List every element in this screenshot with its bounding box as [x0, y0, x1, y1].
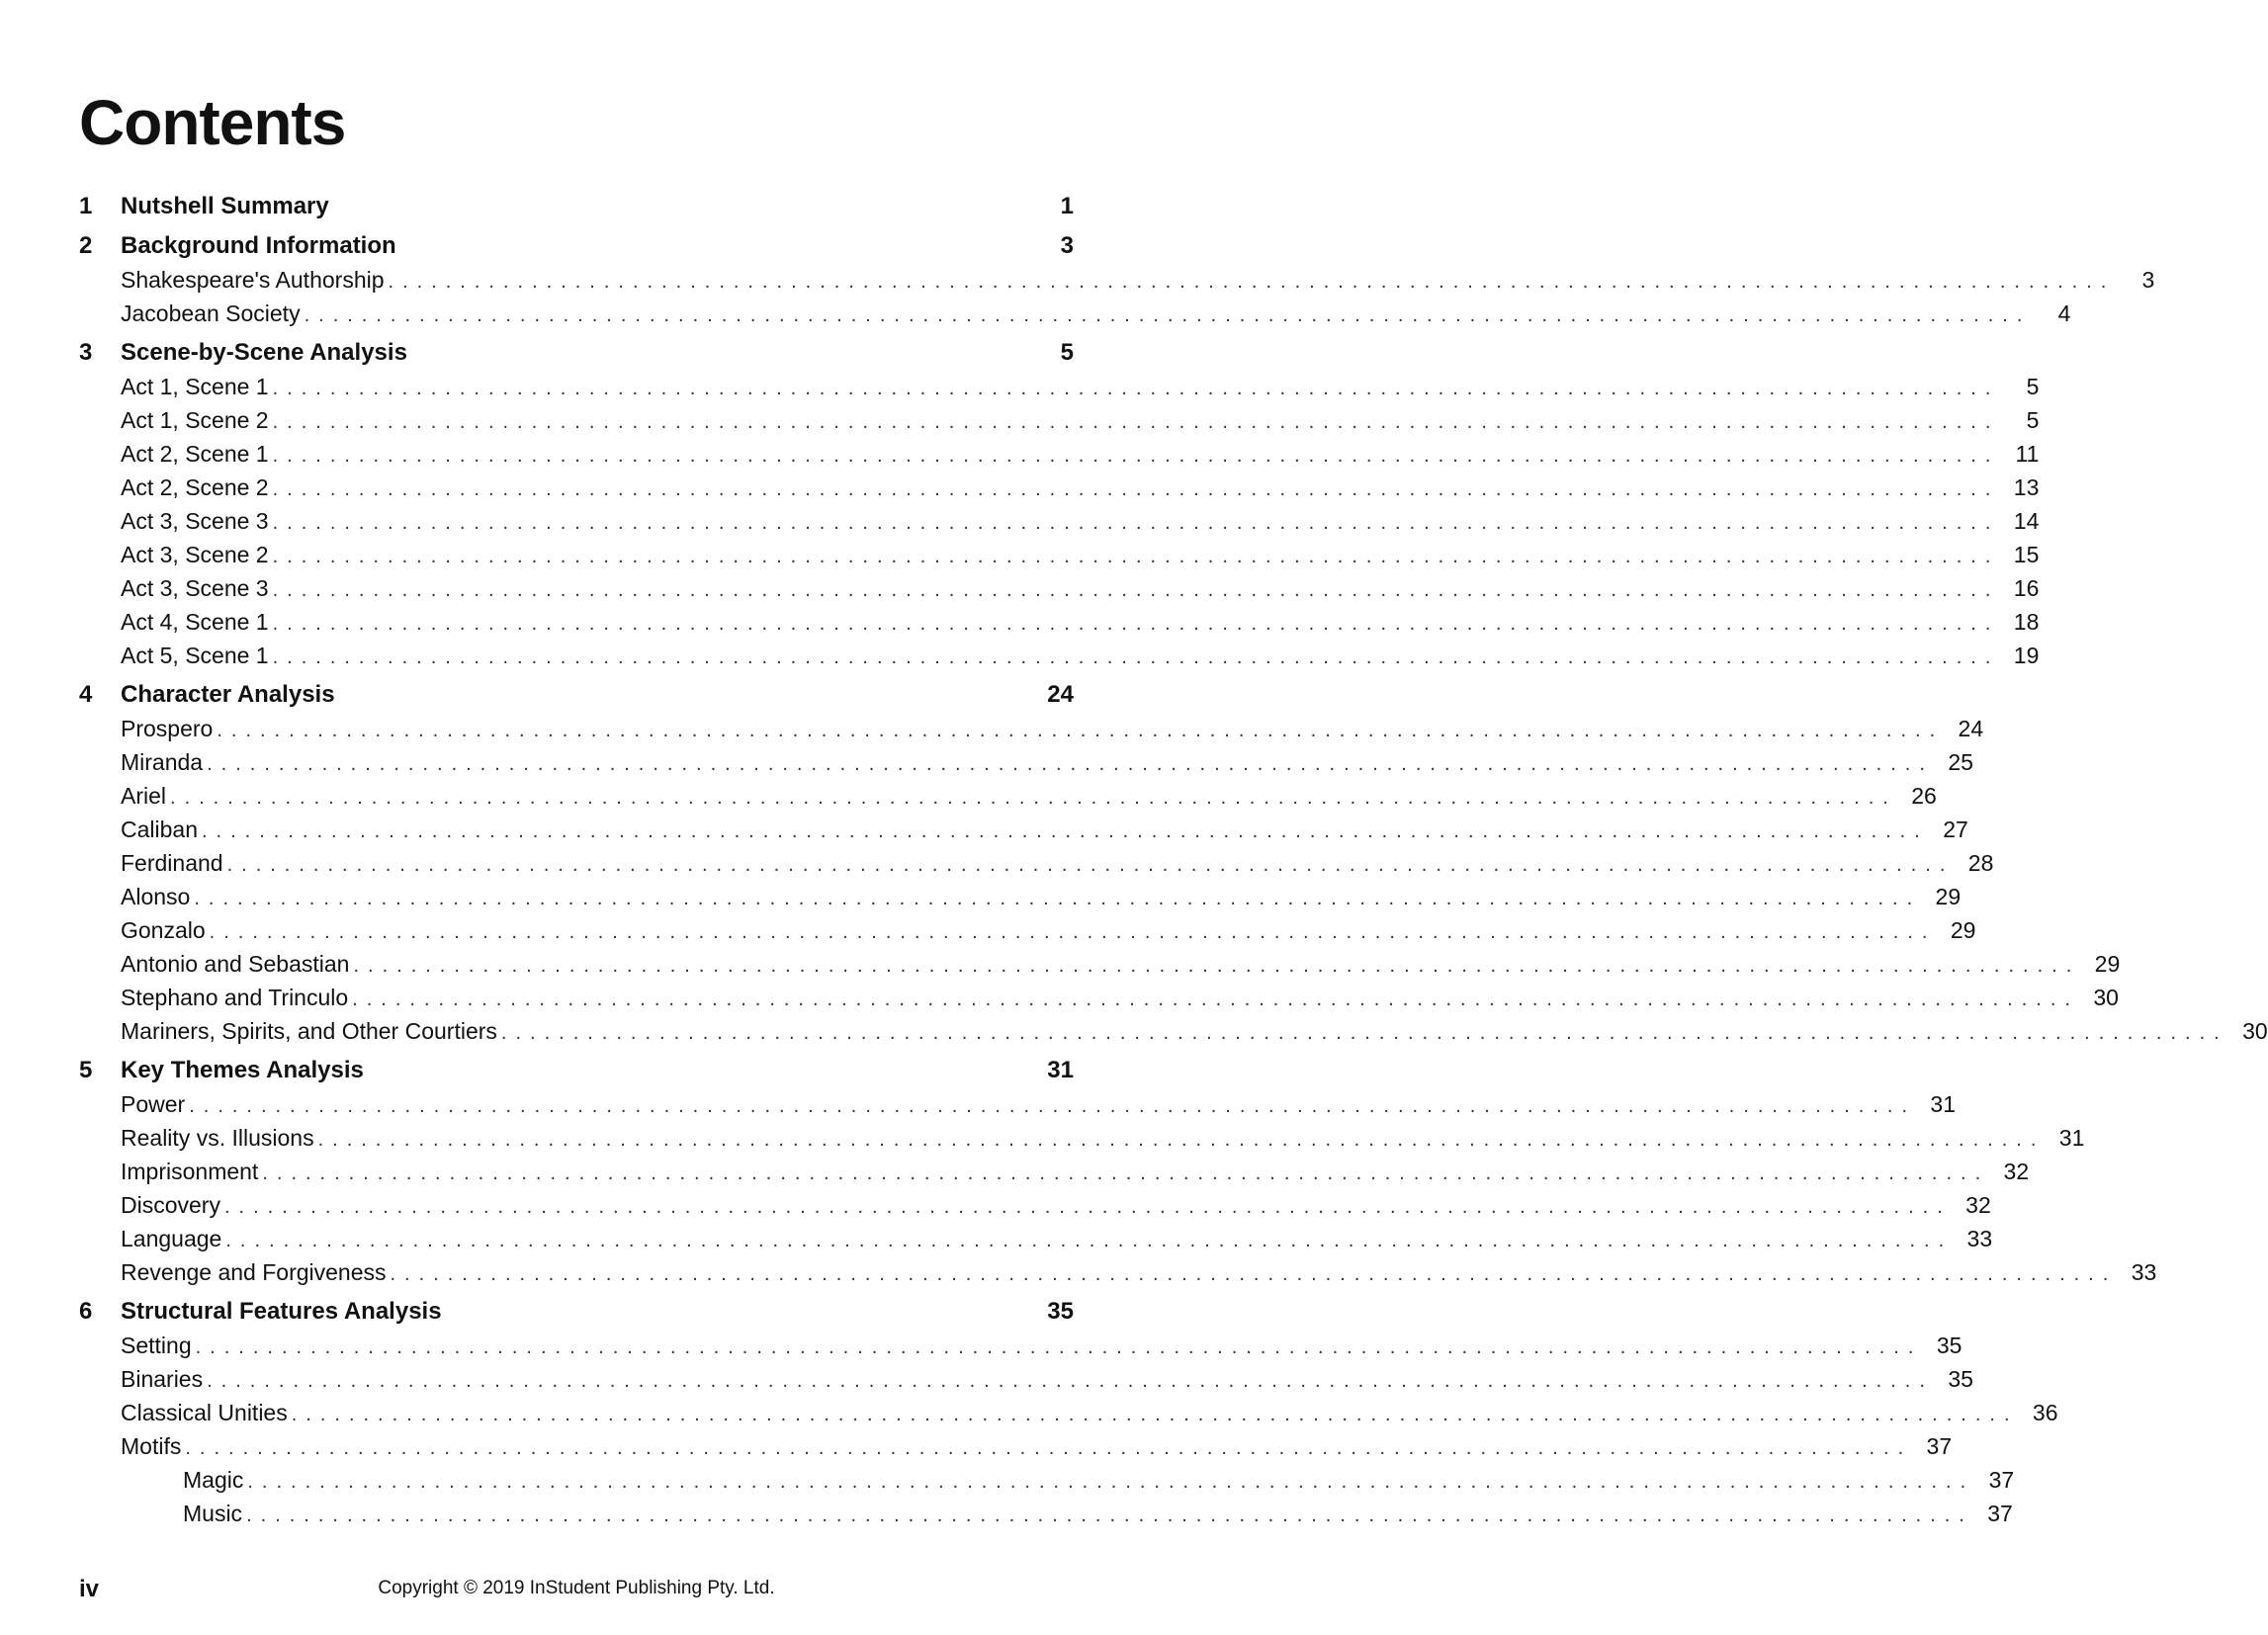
toc-entry[interactable]: [79, 1255, 2157, 1289]
toc-entry-title: Alonso: [121, 884, 191, 909]
toc-entry-title: Act 1, Scene 2: [121, 407, 269, 433]
toc-entry[interactable]: [79, 1429, 1953, 1463]
dot-leader: ........................................................................................................................: [272, 512, 2000, 534]
dot-leader: ........................................................................................................................: [272, 546, 2000, 567]
toc-section-title: Character Analysis: [121, 681, 335, 708]
toc-entry[interactable]: [79, 1121, 2085, 1155]
toc-section-number: 5: [79, 1057, 93, 1083]
toc-entry-page: 18: [2013, 609, 2040, 635]
dot-leader: ........................................................................................................................: [272, 478, 2000, 500]
toc-entry-title: Classical Unities: [121, 1400, 288, 1425]
dot-leader: ........................................................................................................................: [272, 646, 2000, 668]
dot-leader: ........................................................................................................................: [195, 1336, 1923, 1358]
toc-entry-title: Act 2, Scene 2: [121, 474, 269, 500]
toc-section-number: 3: [79, 339, 93, 366]
toc-entry[interactable]: [79, 1188, 1991, 1222]
toc-entry-title: Prospero: [121, 716, 214, 741]
toc-entry-title: Reality vs. Illusions: [121, 1125, 314, 1151]
table-of-contents: [79, 190, 2268, 1530]
dot-leader: ........................................................................................................................: [170, 787, 1897, 809]
toc-entry[interactable]: [79, 712, 1984, 745]
toc-section-number: 1: [79, 193, 93, 219]
toc-entry-title: Shakespeare's Authorship: [121, 267, 385, 293]
toc-entry-title: Motifs: [121, 1433, 182, 1459]
toc-entry[interactable]: [79, 471, 2040, 504]
toc-entry[interactable]: [79, 1014, 2268, 1048]
toc-entry[interactable]: [79, 1463, 2015, 1497]
toc-entry-title: Power: [121, 1091, 186, 1117]
toc-entry-page: 35: [1948, 1366, 1973, 1392]
toc-entry[interactable]: [79, 538, 2040, 571]
toc-entry[interactable]: [79, 571, 2040, 605]
toc-entry-page: 31: [2058, 1125, 2085, 1151]
toc-entry-page: 28: [1967, 850, 1994, 876]
toc-entry[interactable]: [79, 403, 2040, 437]
toc-entry[interactable]: [79, 1155, 2030, 1188]
toc-section-heading[interactable]: [79, 190, 1074, 223]
toc-entry-title: Magic: [183, 1467, 244, 1493]
dot-leader: ........................................................................................................................: [272, 579, 2000, 601]
toc-entry-title: Act 4, Scene 1: [121, 609, 269, 635]
toc-entry-title: Act 3, Scene 3: [121, 575, 269, 601]
toc-entry-title: Act 3, Scene 3: [121, 508, 269, 534]
toc-entry[interactable]: [79, 437, 2040, 471]
toc-entry-page: 29: [1935, 884, 1962, 909]
toc-entry-title: Gonzalo: [121, 917, 206, 943]
dot-leader: ........................................................................................................................: [246, 1505, 1973, 1526]
dot-leader: ........................................................................................................................: [352, 989, 2079, 1010]
toc-entry-page: 4: [2057, 301, 2071, 326]
toc-section-page: 3: [1060, 232, 1074, 259]
toc-entry[interactable]: [79, 1396, 2058, 1429]
toc-entry-title: Discovery: [121, 1192, 220, 1218]
toc-entry-page: 11: [2015, 441, 2040, 467]
toc-entry-page: 24: [1958, 716, 1984, 741]
toc-entry-page: 13: [2013, 474, 2040, 500]
toc-entry-title: Caliban: [121, 817, 198, 842]
dot-leader: ........................................................................................................................: [272, 411, 2000, 433]
toc-entry-title: Language: [121, 1226, 222, 1251]
dot-leader: ........................................................................................................................: [223, 1196, 1952, 1218]
toc-entry[interactable]: [79, 1362, 1973, 1396]
toc-entry[interactable]: [79, 370, 2040, 403]
dot-leader: ........................................................................................................................: [388, 271, 2116, 293]
dot-leader: ........................................................................................................................: [185, 1437, 1913, 1459]
toc-entry[interactable]: [79, 846, 1994, 880]
toc-entry[interactable]: [79, 263, 2155, 297]
toc-entry-title: Ariel: [121, 783, 167, 809]
toc-entry-title: Act 5, Scene 1: [121, 643, 269, 668]
toc-entry[interactable]: [79, 297, 2071, 330]
toc-section-page: 35: [1047, 1298, 1074, 1325]
toc-entry-page: 30: [2242, 1018, 2268, 1044]
toc-entry-page: 29: [2094, 951, 2121, 977]
toc-section-title: Structural Features Analysis: [121, 1298, 442, 1325]
dot-leader: ........................................................................................................................: [390, 1263, 2118, 1285]
toc-entry-page: 3: [2141, 267, 2155, 293]
dot-leader: ........................................................................................................................: [262, 1162, 1990, 1184]
toc-section-title: Background Information: [121, 232, 396, 259]
toc-entry-page: 35: [1936, 1333, 1963, 1358]
toc-section-number: 6: [79, 1298, 93, 1325]
toc-entry-title: Miranda: [121, 749, 204, 775]
footer-page-number: iv: [79, 1576, 100, 1602]
toc-entry[interactable]: [79, 745, 1973, 779]
toc-entry-page: 36: [2032, 1400, 2058, 1425]
toc-entry-page: 33: [1966, 1226, 1993, 1251]
toc-entry[interactable]: [79, 1329, 1963, 1362]
dot-leader: ........................................................................................................................: [207, 753, 1934, 775]
toc-entry[interactable]: [79, 880, 1962, 913]
dot-leader: ........................................................................................................................: [202, 820, 1929, 842]
dot-leader: ........................................................................................................................: [317, 1129, 2046, 1151]
toc-entry-page: 16: [2013, 575, 2040, 601]
toc-entry-page: 19: [2013, 643, 2040, 668]
dot-leader: ........................................................................................................................: [226, 854, 1955, 876]
dot-leader: ........................................................................................................................: [207, 1370, 1934, 1392]
toc-section-number: 4: [79, 681, 93, 708]
toc-entry-title: Imprisonment: [121, 1159, 259, 1184]
toc-entry[interactable]: [79, 1087, 1956, 1121]
toc-entry-page: 37: [1926, 1433, 1953, 1459]
toc-entry-page: 33: [2131, 1259, 2157, 1285]
toc-entry-page: 26: [1911, 783, 1937, 809]
toc-section-heading[interactable]: [79, 1054, 1074, 1087]
dot-leader: ........................................................................................................................: [272, 445, 2000, 467]
toc-entry-page: 30: [2093, 985, 2119, 1010]
dot-leader: ........................................................................................................................: [353, 955, 2081, 977]
toc-entry-title: Ferdinand: [121, 850, 223, 876]
toc-section-title: Nutshell Summary: [121, 193, 329, 219]
toc-entry-page: 25: [1948, 749, 1973, 775]
page-title: Contents: [79, 87, 346, 158]
footer-copyright: Copyright © 2019 InStudent Publishing Pty. Ltd.: [378, 1578, 775, 1598]
toc-entry-title: Mariners, Spirits, and Other Courtiers: [121, 1018, 497, 1044]
toc-entry-title: Act 2, Scene 1: [121, 441, 269, 467]
toc-section-page: 5: [1060, 339, 1074, 366]
toc-entry-page: 31: [1930, 1091, 1956, 1117]
toc-entry[interactable]: [79, 947, 2121, 981]
toc-section-heading[interactable]: [79, 1295, 1074, 1329]
dot-leader: ........................................................................................................................: [247, 1471, 1975, 1493]
toc-entry-title: Setting: [121, 1333, 192, 1358]
toc-entry-page: 15: [2013, 542, 2040, 567]
toc-entry-title: Stephano and Trinculo: [121, 985, 349, 1010]
dot-leader: ........................................................................................................................: [304, 304, 2032, 326]
toc-entry[interactable]: [79, 779, 1937, 813]
toc-entry-page: 32: [1965, 1192, 1991, 1218]
toc-section-heading[interactable]: [79, 678, 1074, 712]
toc-section-title: Scene-by-Scene Analysis: [121, 339, 407, 366]
dot-leader: ........................................................................................................................: [225, 1230, 1954, 1251]
toc-entry-title: Jacobean Society: [121, 301, 301, 326]
dot-leader: ........................................................................................................................: [500, 1022, 2228, 1044]
toc-section-title: Key Themes Analysis: [121, 1057, 364, 1083]
dot-leader: ........................................................................................................................: [291, 1404, 2019, 1425]
dot-leader: ........................................................................................................................: [194, 888, 1922, 909]
toc-entry-page: 37: [1987, 1501, 2013, 1526]
dot-leader: ........................................................................................................................: [272, 378, 2000, 399]
toc-entry[interactable]: [79, 813, 1968, 846]
toc-entry-page: 37: [1988, 1467, 2015, 1493]
toc-entry-title: Revenge and Forgiveness: [121, 1259, 387, 1285]
toc-section-page: 24: [1047, 681, 1074, 708]
dot-leader: ........................................................................................................................: [209, 921, 1937, 943]
toc-entry-page: 29: [1950, 917, 1976, 943]
toc-section-page: 1: [1060, 193, 1074, 219]
toc-entry-page: 5: [2026, 407, 2040, 433]
dot-leader: ........................................................................................................................: [189, 1095, 1916, 1117]
toc-entry-title: Act 1, Scene 1: [121, 374, 269, 399]
toc-section-heading[interactable]: [79, 336, 1074, 370]
toc-entry[interactable]: [79, 913, 1976, 947]
toc-entry-page: 5: [2026, 374, 2040, 399]
toc-entry[interactable]: [79, 639, 2040, 672]
toc-entry[interactable]: [79, 1222, 1993, 1255]
toc-entry-title: Antonio and Sebastian: [121, 951, 350, 977]
toc-section-number: 2: [79, 232, 93, 259]
toc-entry-title: Act 3, Scene 2: [121, 542, 269, 567]
toc-entry-page: 27: [1943, 817, 1968, 842]
toc-entry-page: 32: [2003, 1159, 2030, 1184]
toc-entry[interactable]: [79, 1497, 2013, 1530]
toc-entry-page: 14: [2013, 508, 2040, 534]
toc-entry[interactable]: [79, 605, 2040, 639]
toc-entry[interactable]: [79, 504, 2040, 538]
toc-section-page: 31: [1047, 1057, 1074, 1083]
toc-section-heading[interactable]: [79, 229, 1074, 263]
toc-entry-title: Binaries: [121, 1366, 204, 1392]
toc-entry-title: Music: [183, 1501, 243, 1526]
dot-leader: ........................................................................................................................: [272, 613, 2000, 635]
dot-leader: ........................................................................................................................: [217, 720, 1945, 741]
toc-entry[interactable]: [79, 981, 2119, 1014]
